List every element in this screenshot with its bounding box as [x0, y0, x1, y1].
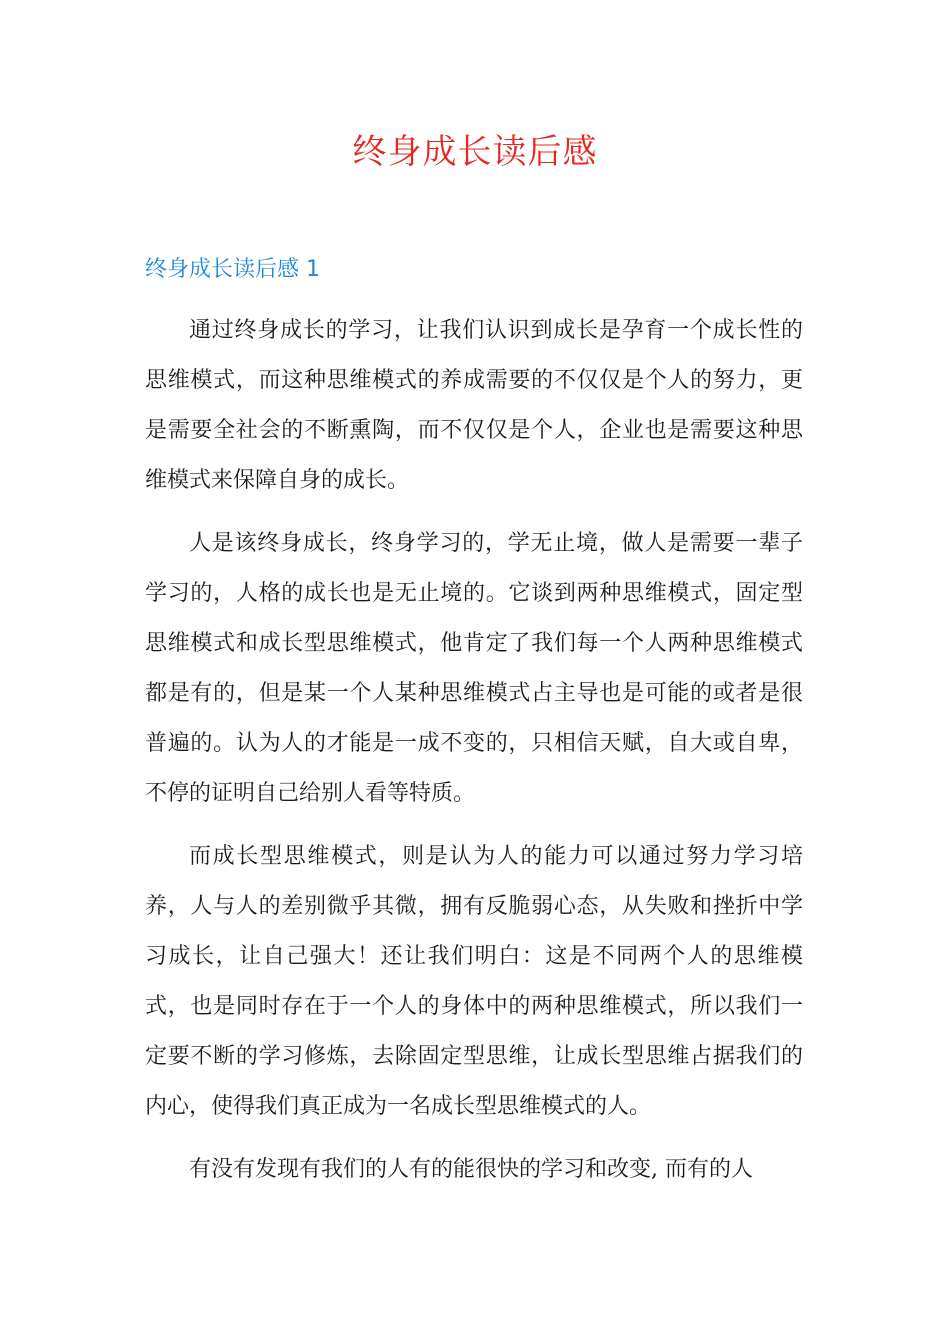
- paragraph-2: 人是该终身成长，终身学习的，学无止境，做人是需要一辈子学习的，人格的成长也是无止境的。它谈到两种思维模式，固定型思维模式和成长型思维模式，他肯定了我们每一个人两种思维模式都是有的，但是某一个人某种思维模式占主导也是可能的或者是很普遍的。认为人的才能是一成不变的，只相信天赋，自大或自卑，不停的证明自己给别人看等特质。: [145, 531, 803, 806]
- paragraph-4: 有没有发现有我们的人有的能很快的学习和改变, 而有的人: [189, 1157, 753, 1182]
- document-title: 终身成长读后感: [352, 132, 598, 172]
- section-heading: 终身成长读后感 1: [145, 257, 320, 282]
- paragraph-1: 通过终身成长的学习，让我们认识到成长是孕育一个成长性的思维模式，而这种思维模式的养成需要的不仅仅是个人的努力，更是需要全社会的不断熏陶，而不仅仅是个人，企业也是需要这种思维模式来保障自身的成长。: [145, 318, 803, 493]
- paragraph-3: 而成长型思维模式，则是认为人的能力可以通过努力学习培养，人与人的差别微乎其微，拥有反脆弱心态，从失败和挫折中学习成长，让自己强大！还让我们明白：这是不同两个人的思维模式，也是同时存在于一个人的身体中的两种思维模式，所以我们一定要不断的学习修炼，去除固定型思维，让成长型思维占据我们的内心，使得我们真正成为一名成长型思维模式的人。: [145, 844, 803, 1119]
- body-text: [145, 306, 803, 1208]
